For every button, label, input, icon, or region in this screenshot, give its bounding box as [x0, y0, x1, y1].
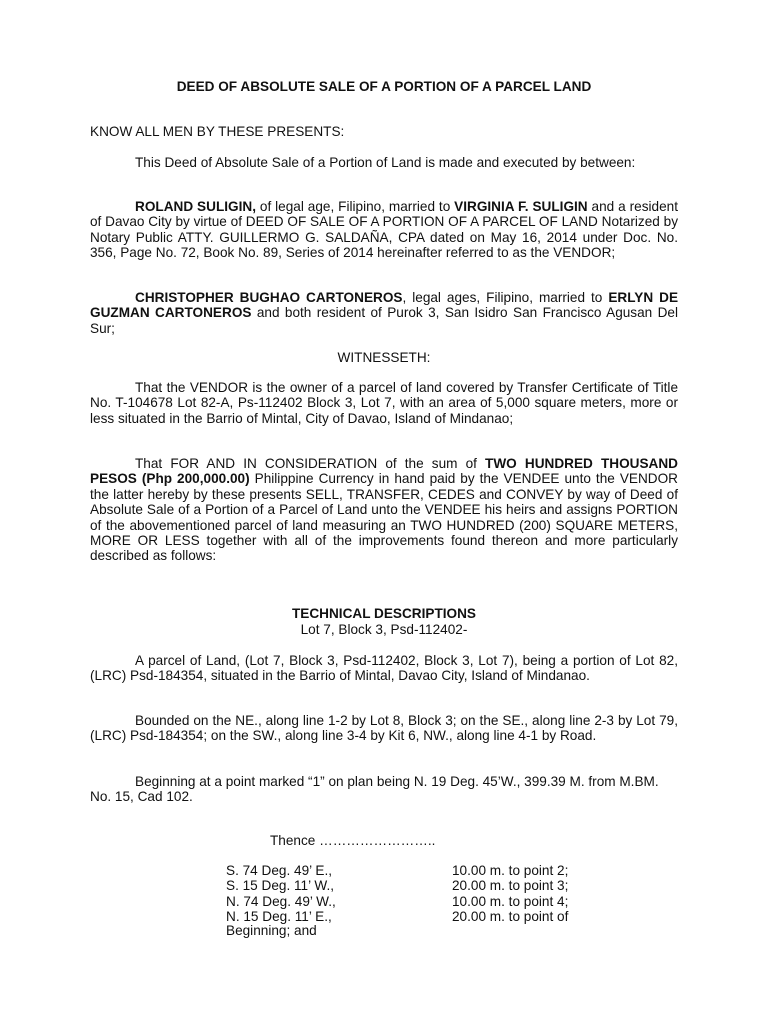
document-page [90, 0, 678, 1024]
vendor-paragraph [90, 199, 678, 261]
bearing-cell: S. 15 Deg. 11’ W., [226, 878, 335, 894]
bearing-cell: S. 74 Deg. 49’ E., [226, 863, 333, 878]
vendor-name: ROLAND SULIGIN, [135, 199, 256, 214]
distance-cell: 10.00 m. to point 4; [452, 893, 569, 909]
vendor-text-2: and a resident of Davao City by virtue of DEED OF SALE OF A PORTION OF A PARCEL OF LAND Notarized by Notary Public ATTY. GUILLERMO G. SALDAÑA, CPA dated on May 16, 2014 under Doc. No. 356, Page No. 72, Book No. 89, Series of 2014 hereinafter referred to as the VENDOR; [90, 199, 678, 261]
ownership-paragraph: That the VENDOR is the owner of a parcel of land covered by Transfer Certificate of Title No. T-104678 Lot 82-A, Ps-112402 Block 3, Lot 7, with an area of 5,000 square meters, more or less situated in the Barrio of Mintal, City of Davao, Island of Mindanao; [90, 380, 678, 426]
vendee-text-2: and both resident of Purok 3, San Isidro San Francisco Agusan Del Sur; [90, 305, 679, 336]
vendee-name: CHRISTOPHER BUGHAO CARTONEROS [135, 290, 403, 305]
consideration-text-2: Philippine Currency in hand paid by the VENDEE unto the VENDOR the latter hereby by these presents SELL, TRANSFER, CEDES and CONVEY by way of Deed of Absolute Sale of a Portion of a Parcel of Land unto the VENDEE his heirs and assigns PORTION of the abovementioned parcel of land measuring an TWO HUNDRED (200) SQUARE METERS, MORE OR LESS together with all of the improvements found thereon and more particularly described as follows: [90, 471, 678, 564]
bearing-cell: N. 74 Deg. 49’ W., [226, 893, 336, 909]
greeting: KNOW ALL MEN BY THESE PRESENTS: [90, 124, 345, 139]
bearings-table [226, 863, 632, 925]
witnesseth-heading: WITNESSETH: [337, 350, 431, 365]
table-row [226, 863, 632, 878]
consideration-amount: TWO HUNDRED THOUSAND PESOS (Php 200,000.00) [90, 456, 678, 487]
distance-cell: 10.00 m. to point 2; [452, 863, 569, 878]
consideration-text-1: That FOR AND IN CONSIDERATION of the sum of [135, 456, 486, 471]
vendor-text-1: of legal age, Filipino, married to [255, 199, 455, 214]
technical-subheading: Lot 7, Block 3, Psd-112402- [300, 622, 468, 637]
thence-line: Thence …………………….. [270, 833, 436, 848]
vendee-paragraph [90, 290, 678, 336]
bearing-cell: N. 15 Deg. 11’ E., [226, 909, 332, 925]
vendee-spouse: ERLYN DE GUZMAN CARTONEROS [90, 290, 679, 321]
vendor-spouse: VIRGINIA F. SULIGIN [454, 199, 588, 214]
bounded-paragraph: Bounded on the NE., along line 1-2 by Lot 8, Block 3; on the SE., along line 2-3 by Lot 79, (LRC) Psd-184354; on the SW., along line 3-4 by Kit 6, NW., along line 4-1 by Road. [90, 713, 678, 744]
parcel-paragraph: A parcel of Land, (Lot 7, Block 3, Psd-112402, Block 3, Lot 7), being a portion of Lot 82, (LRC) Psd-184354, situated in the Barrio of Mintal, Davao City, Island of Mindanao. [90, 653, 678, 684]
table-row [226, 878, 632, 893]
document-title: DEED OF ABSOLUTE SALE OF A PORTION OF A PARCEL LAND [176, 79, 592, 94]
table-row [226, 894, 632, 909]
distance-cell: 20.00 m. to point 3; [452, 878, 569, 894]
consideration-paragraph [90, 456, 678, 564]
intro-paragraph: This Deed of Absolute Sale of a Portion of Land is made and executed by between: [135, 155, 636, 170]
last-line: Beginning; and [226, 923, 317, 938]
beginning-paragraph: Beginning at a point marked “1” on plan being N. 19 Deg. 45’W., 399.39 M. from M.BM. No. 15, Cad 102. [90, 774, 659, 805]
technical-heading: TECHNICAL DESCRIPTIONS [291, 606, 477, 621]
vendee-text-1: , legal ages, Filipino, married to [402, 290, 609, 305]
distance-cell: 20.00 m. to point of [452, 909, 569, 925]
